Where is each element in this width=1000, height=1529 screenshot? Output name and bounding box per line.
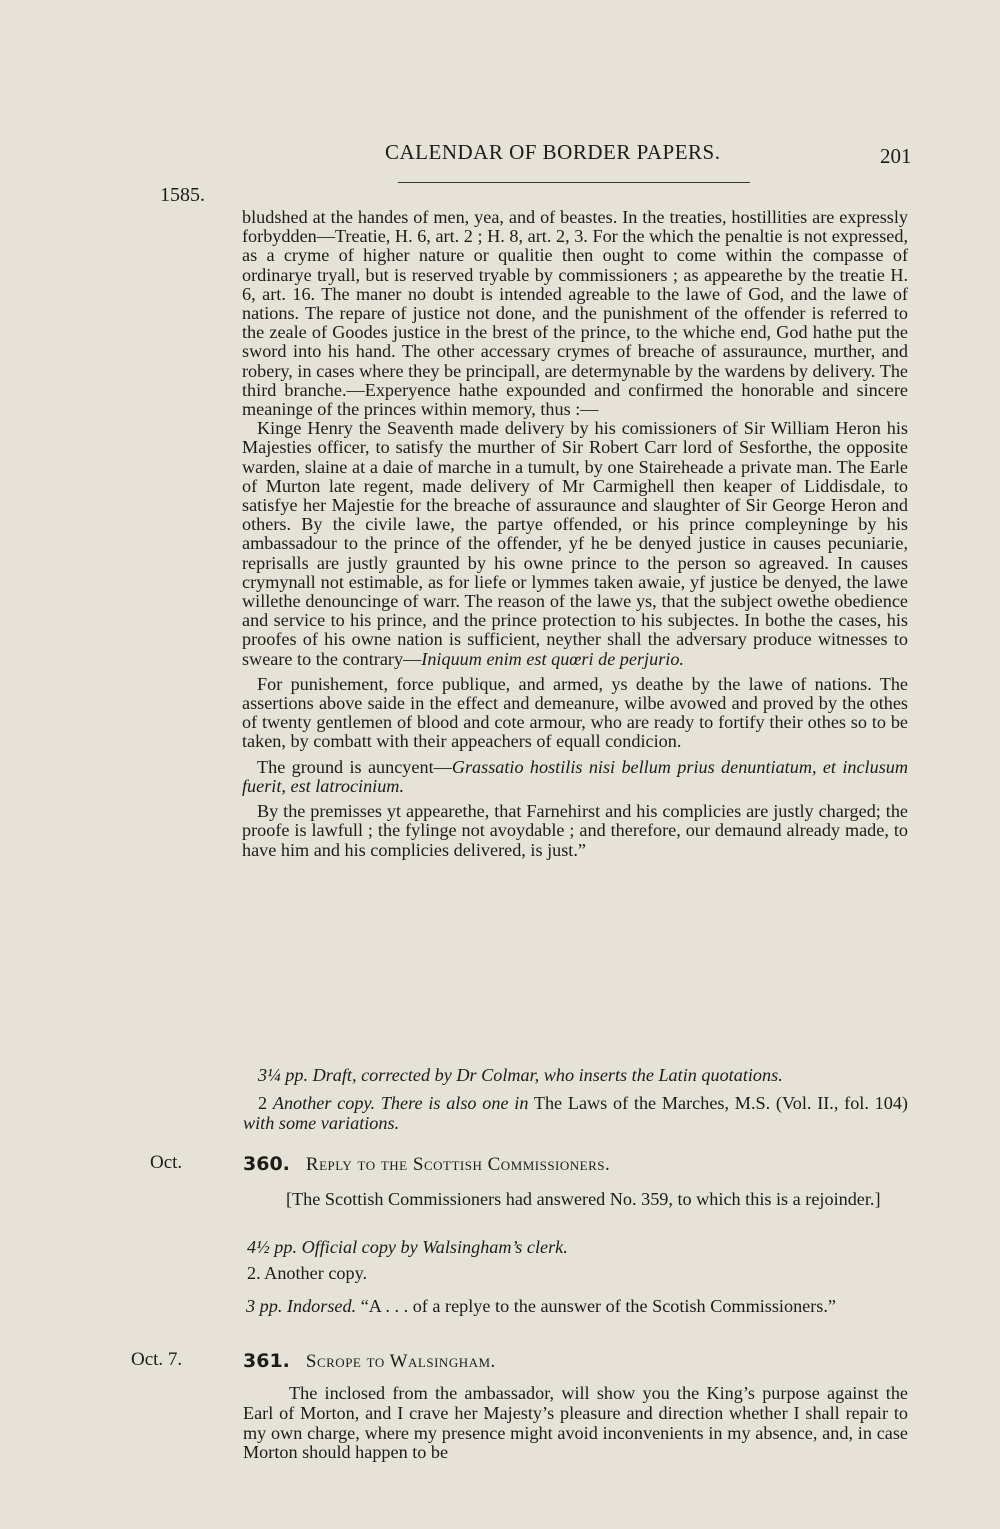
header-rule: [398, 182, 750, 183]
entry-361-heading: [243, 1350, 496, 1373]
entry-360-note-1: [243, 1238, 908, 1258]
paragraph-1: bludshed at the handes of men, yea, and of beastes. In the treaties, hostillities are expressly forbydden—Treatie, H. 6, art. 2 ; H. 8, art. 2, 3. For the which the penaltie is not expressed, as a cryme of higher nature or qualitie then ought to come within the compasse of ordinarye tryall, but is reserved tryable by commissioners ; as appearethe by the treatie H. 6, art. 16. The maner no doubt is intended agreable to the lawe of God, and the lawe of nations. The repare of justice not done, and the punishment of the offender is referred to the zeale of Goodes justice in the brest of the prince, to the whiche end, God hathe put the sword into his hand. The other accessary crymes of breache of assuraunce, murther, and robery, in cases where they be principall, are determynable by the wardens by delivery. The third branche.—Experyence hathe expounded and confirmed the honorable and sincere meaninge of the princes within memory, thus :—: [242, 207, 908, 420]
note-draft-pages: 3¼ pp.: [258, 1065, 309, 1085]
entry-360-date: Oct.: [150, 1152, 183, 1173]
note-draft-text: Draft, corrected by Dr Colmar, who inserts the Latin quotations.: [312, 1065, 783, 1085]
paragraph-2-text: Kinge Henry the Seaventh made delivery by his comissioners of Sir William Heron his Majesties officer, to satisfy the murther of Sir Robert Carr lord of Sesforthe, the opposite warden, slaine at a daie of marche in a tumult, by one Staireheade a private man. The Earle of Murton late regent, made delivery of Mr Carmighell then keaper of Liddisdale, to satisfye her Majestie for the breache of assuraunce and slaughter of Sir George Heron and others. By the civile lawe, the partye offended, or his prince compleyninge by his ambassadour to the prince of the offender, yf he be denyed justice in causes pecuniarie, reprisalls are justly graunted by his owne prince to the person so agreaved. In causes crymynall not estimable, as for liefe or lymmes taken awaie, yf justice be denyed, the lawe willethe denouncinge of warr. The reason of the lawe ys, that the subject owethe obedience and service to his prince, and the prince protection to his subjectes. In bothe the cases, his proofes of his owne nation is sufficient, neyther shall the adversary produce witnesses to sweare to the contrary—: [242, 418, 908, 669]
page-number: 201: [880, 144, 912, 168]
latin-quotation-2: Grassatio hostilis nisi bellum prius denuntiatum, et inclusum fuerit, est latrocinium.: [242, 756, 908, 796]
paragraph-5: By the premisses yt appearethe, that Farnehirst and his complicies are justly charged; the proofe is lawfull ; the fylinge not avoydable ; and therefore, our demaund already made, to have him and his complicies delivered, is just.”: [242, 801, 908, 860]
margin-year: 1585.: [160, 184, 205, 206]
paragraph-4: [242, 758, 908, 796]
entry-360-title: Reply to the Scottish Commissioners.: [305, 1154, 611, 1175]
entry-361-date: Oct. 7.: [131, 1349, 183, 1370]
entry-360-summary: [228, 1190, 908, 1210]
running-head: CALENDAR OF BORDER PAPERS.: [385, 140, 721, 164]
entry-360-note-2-text: 2. Another copy.: [247, 1263, 368, 1283]
entry-360-note-3-text: “A . . . of a replye to the aunswer of the Scotish Commissioners.”: [360, 1296, 836, 1316]
entry-360-note-1-text: Official copy by Walsingham’s clerk.: [301, 1237, 568, 1257]
continuation-text: [242, 208, 908, 860]
entry-361-text: [243, 1384, 908, 1463]
latin-quotation-1: Iniquum enim est quœri de perjurio.: [421, 648, 684, 669]
entry-360-number: 360.: [243, 1153, 290, 1175]
entry-360-note-3-label: Indorsed.: [286, 1296, 357, 1316]
entry-360-heading: [243, 1153, 610, 1176]
note-draft: [243, 1066, 908, 1086]
note-another-copy: [243, 1094, 908, 1133]
entry-360-note-3: [230, 1297, 908, 1317]
entry-361-title: Scrope to Walsingham.: [305, 1351, 496, 1372]
entry-360-note-2: [243, 1264, 908, 1284]
paragraph-2: [242, 419, 908, 669]
note-copy-number: 2: [258, 1093, 268, 1113]
entry-360-note-3-pages: 3 pp.: [246, 1296, 283, 1316]
note-copy-variations: with some variations.: [243, 1112, 400, 1133]
entry-361-number: 361.: [243, 1350, 290, 1372]
entry-360-pages: 4½ pp.: [247, 1237, 298, 1257]
note-copy-intro: There is also one in: [380, 1093, 529, 1113]
entry-360-summary-text: [The Scottish Commissioners had answered No. 359, to which this is a rejoinder.]: [286, 1189, 881, 1209]
paragraph-4-text: The ground is auncyent—: [257, 756, 452, 777]
note-copy-label: Another copy.: [272, 1093, 376, 1113]
paragraph-3: For punishement, force publique, and armed, ys deathe by the lawe of nations. The assertions above saide in the effect and demeanure, wilbe avowed and proved by the othes of twenty gentlemen of blood and cote armour, who are ready to fortify their othes so to be taken, by combatt with their appeachers of equall condicion.: [242, 673, 908, 752]
entry-361-body: The inclosed from the ambassador, will show you the King’s purpose against the Earl of Morton, and I crave her Majesty’s pleasure and direction whether I shall repair to my own charge, where my presence might avoid inconvenients in my absence, and, in case Morton should happen to be: [243, 1383, 908, 1463]
note-copy-source: The Laws of the Marches, M.S. (Vol. II., fol. 104): [533, 1093, 908, 1113]
